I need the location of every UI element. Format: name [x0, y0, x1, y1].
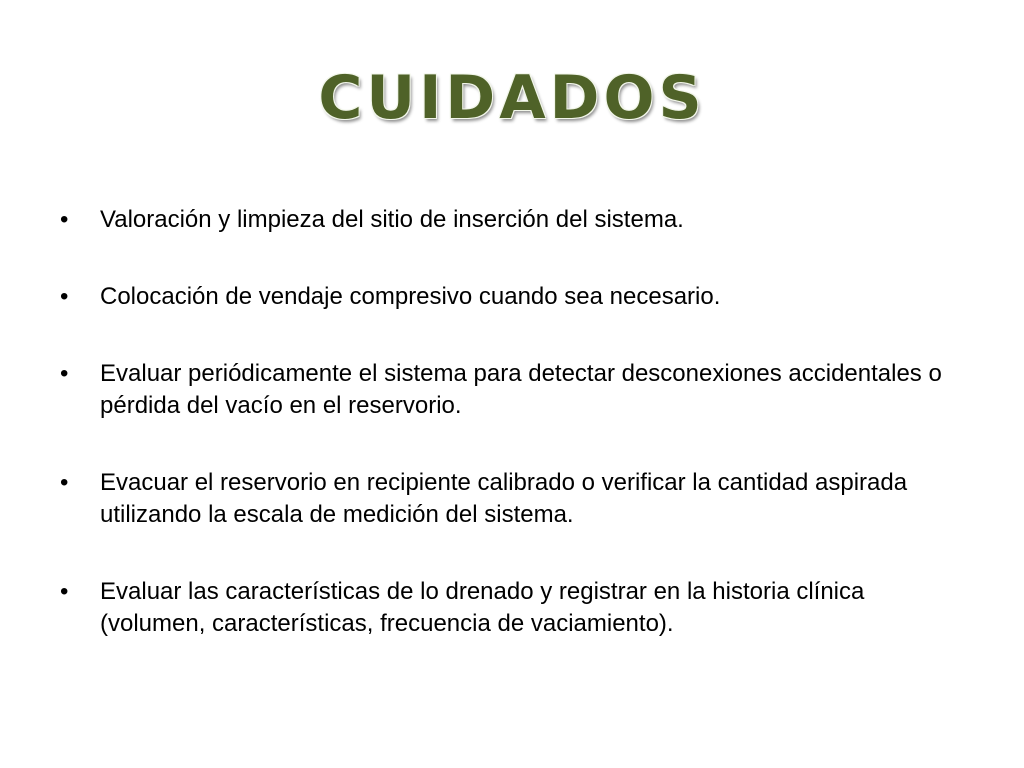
bullet-list	[60, 204, 960, 640]
bullet-text: Evaluar las características de lo drenado y registrar en la historia clínica (volumen, características, frecuencia de vaciamiento).	[100, 578, 865, 637]
bullet-item	[60, 281, 960, 313]
bullet-item	[60, 576, 960, 640]
bullet-text: Evacuar el reservorio en recipiente calibrado o verificar la cantidad aspirada utilizando la escala de medición del sistema.	[100, 469, 908, 528]
bullet-marker: •	[60, 283, 69, 310]
bullet-marker: •	[60, 206, 69, 233]
bullet-text: Valoración y limpieza del sitio de inserción del sistema.	[100, 206, 684, 233]
slide-title: CUIDADOS	[318, 63, 706, 133]
bullet-marker: •	[60, 578, 69, 605]
bullet-text: Evaluar periódicamente el sistema para detectar desconexiones accidentales o pérdida del vacío en el reservorio.	[100, 360, 942, 419]
bullet-item	[60, 467, 960, 531]
bullet-item	[60, 358, 960, 422]
bullet-item	[60, 204, 960, 236]
bullet-marker: •	[60, 469, 69, 496]
bullet-text: Colocación de vendaje compresivo cuando sea necesario.	[100, 283, 721, 310]
bullet-marker: •	[60, 360, 69, 387]
